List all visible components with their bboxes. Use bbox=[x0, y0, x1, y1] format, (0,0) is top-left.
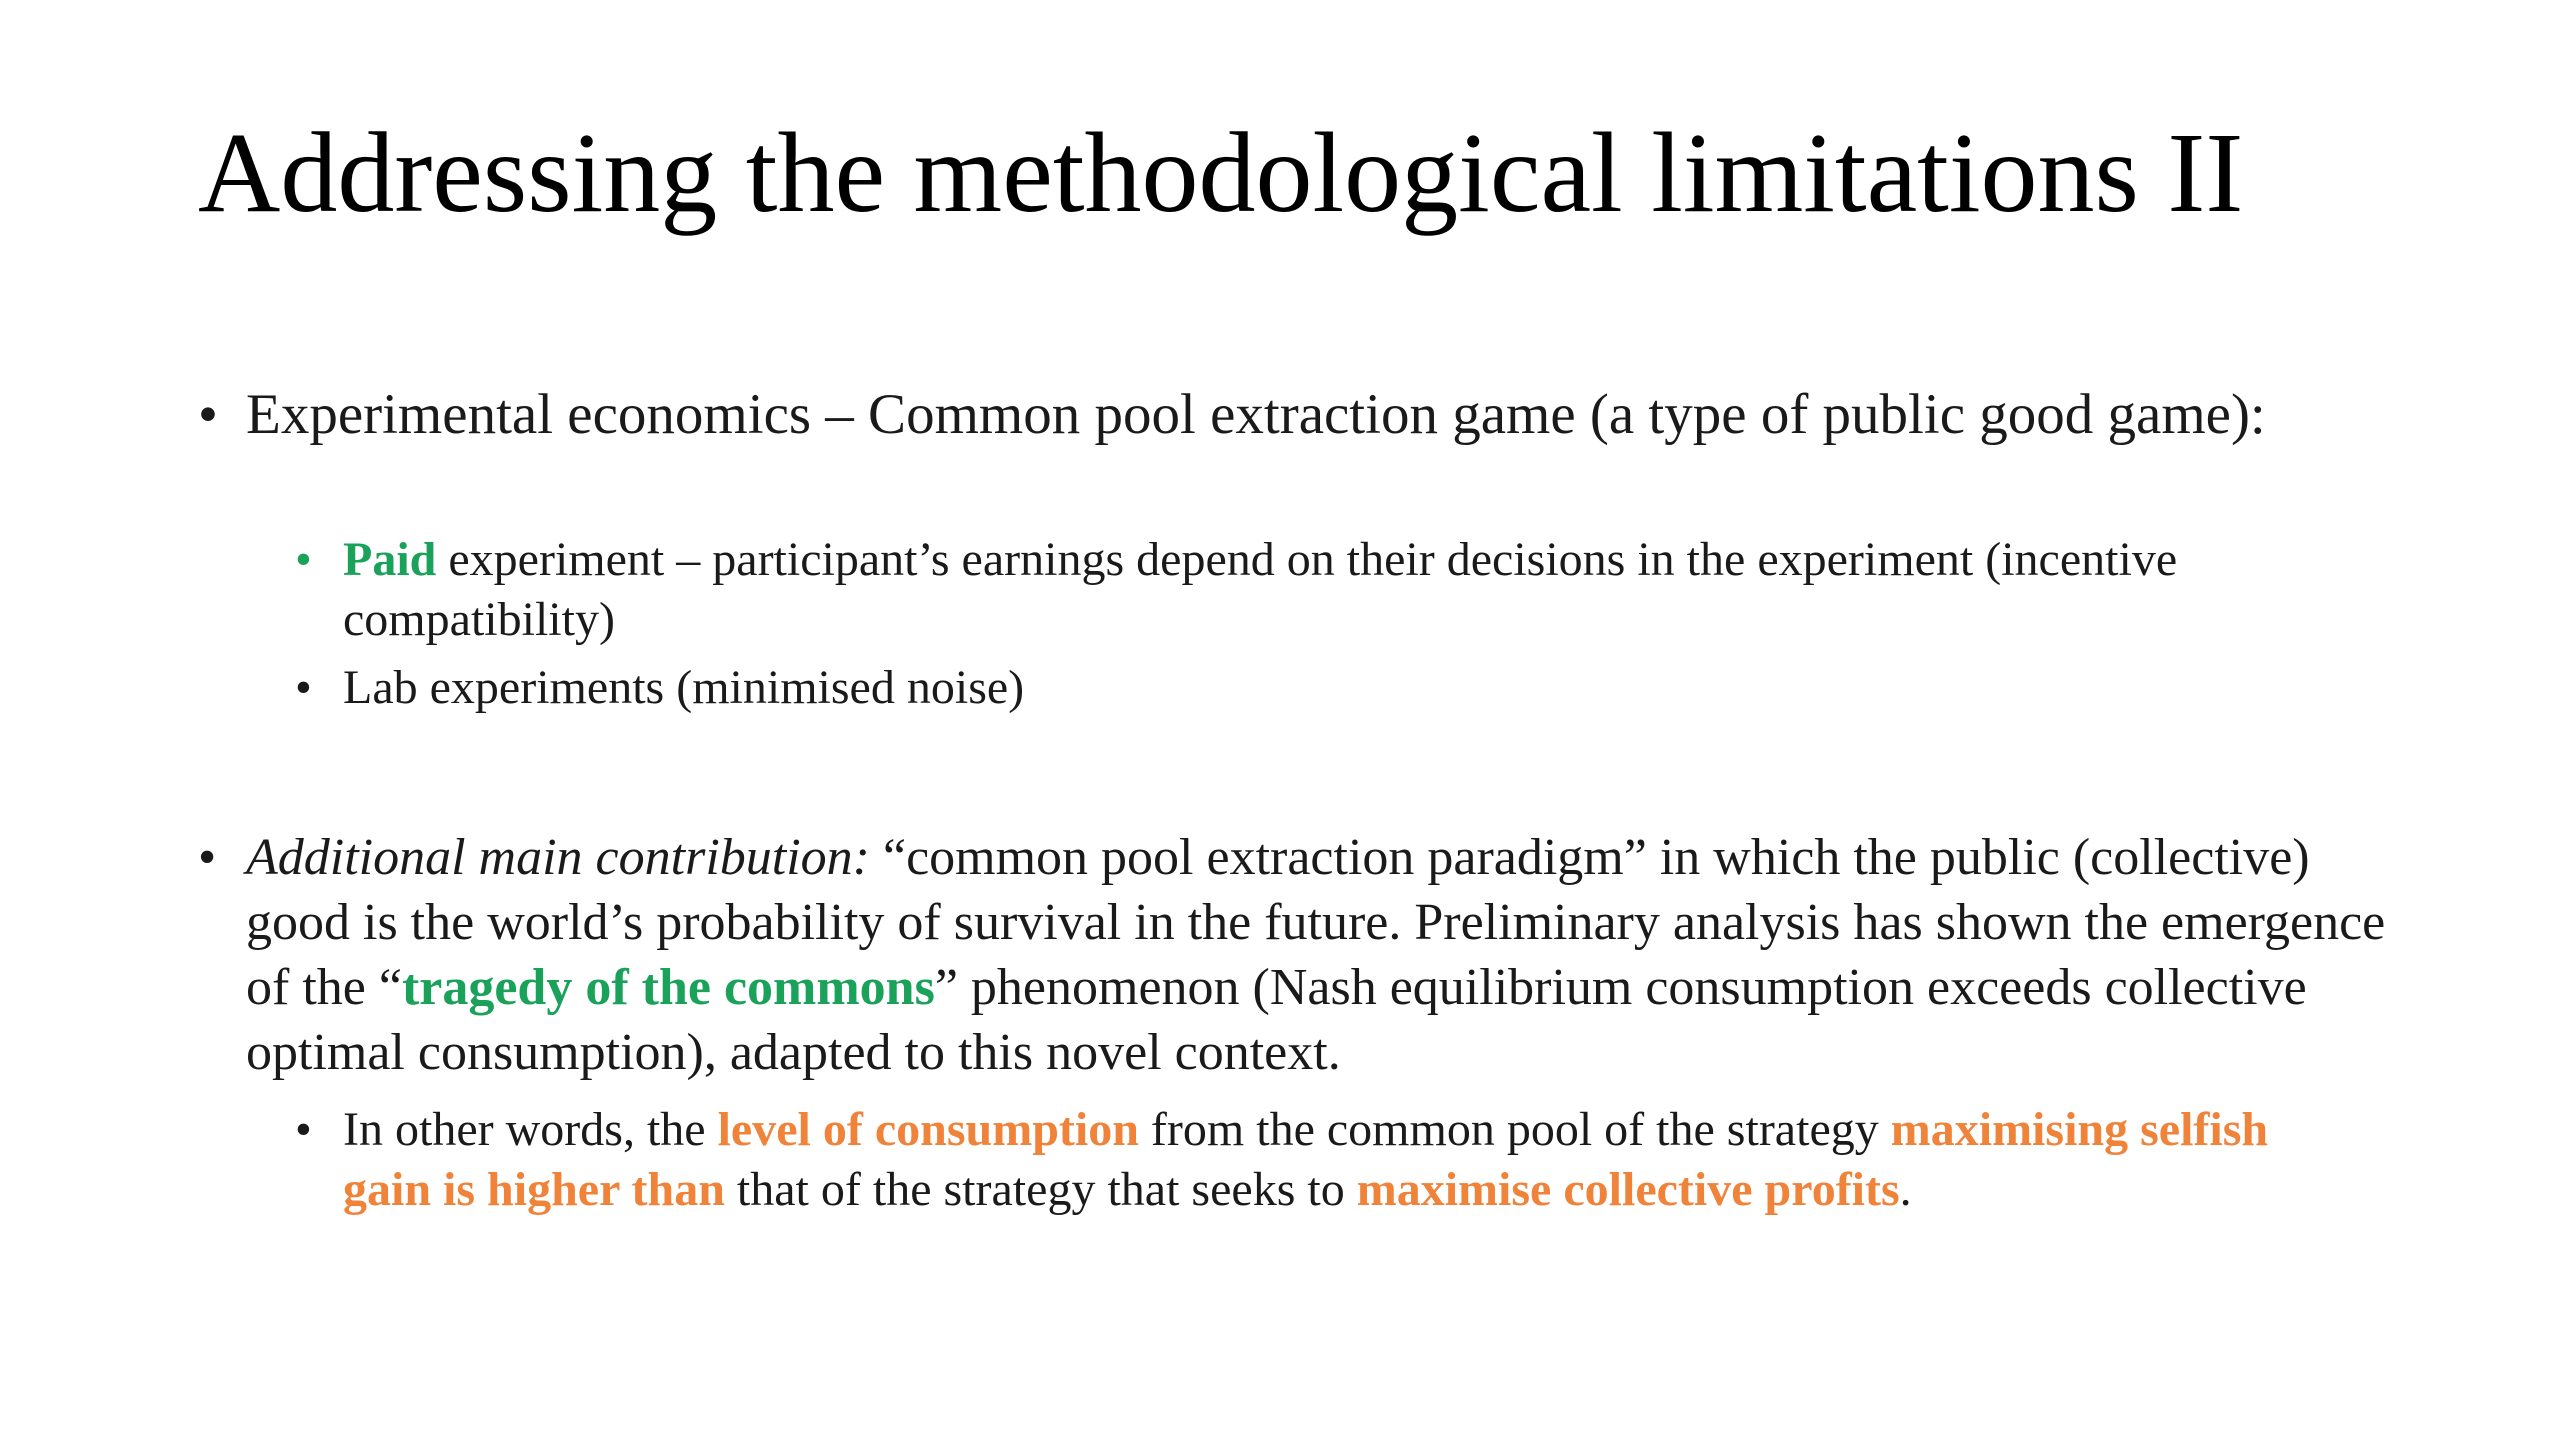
text-t1: In other words, the bbox=[343, 1103, 718, 1156]
bullet-marker: • bbox=[295, 533, 312, 586]
slide-title: Addressing the methodological limitations II bbox=[198, 109, 2244, 236]
highlight-level-of-consumption: level of consumption bbox=[717, 1103, 1139, 1156]
text-t2: from the common pool of the strategy bbox=[1138, 1103, 1891, 1156]
sub-bullet-lab-experiments bbox=[295, 658, 2355, 718]
sub-bullet-text bbox=[343, 530, 2355, 650]
sub-bullet-in-other-words bbox=[295, 1100, 2355, 1220]
sub-bullet-text: Lab experiments (minimised noise) bbox=[343, 661, 1025, 714]
highlight-maximise-collective-profits: maximise collective profits bbox=[1356, 1163, 1900, 1216]
bullet-marker: • bbox=[198, 383, 218, 446]
bullet-text bbox=[246, 825, 2398, 1085]
text-t3: that of the strategy that seeks to bbox=[724, 1163, 1357, 1216]
italic-lead: Additional main contribution: bbox=[246, 829, 870, 886]
bullet-marker: • bbox=[198, 829, 217, 886]
bullet-marker: • bbox=[295, 661, 312, 714]
text-part2: ” phenomenon (Nash equilibrium consumption exceeds collective optimal consumption), adapted to this novel context. bbox=[246, 959, 2307, 1081]
bullet-marker: • bbox=[295, 1103, 312, 1156]
bullet-text: Experimental economics – Common pool extraction game (a type of public good game): bbox=[246, 383, 2266, 446]
text-part1: “common pool extraction paradigm” in which the public (collective) good is the world’s probability of survival in the future. Preliminary analysis has shown the emergence of the “ bbox=[246, 829, 2386, 1016]
sub-bullet-rest: experiment – participant’s earnings depend on their decisions in the experiment (incentive compatibility) bbox=[343, 533, 2178, 646]
text-t4: . bbox=[1899, 1163, 1912, 1216]
sub-bullet-paid-experiment bbox=[295, 530, 2355, 650]
bullet-experimental-economics bbox=[198, 380, 2398, 450]
bullet-additional-contribution bbox=[198, 825, 2398, 1085]
highlight-tragedy: tragedy of the commons bbox=[401, 959, 935, 1016]
sub-bullet-text bbox=[343, 1100, 2355, 1220]
highlight-maximising-selfish-gain: maximising selfish gain is higher than bbox=[343, 1103, 2269, 1216]
highlight-paid: Paid bbox=[343, 533, 437, 586]
